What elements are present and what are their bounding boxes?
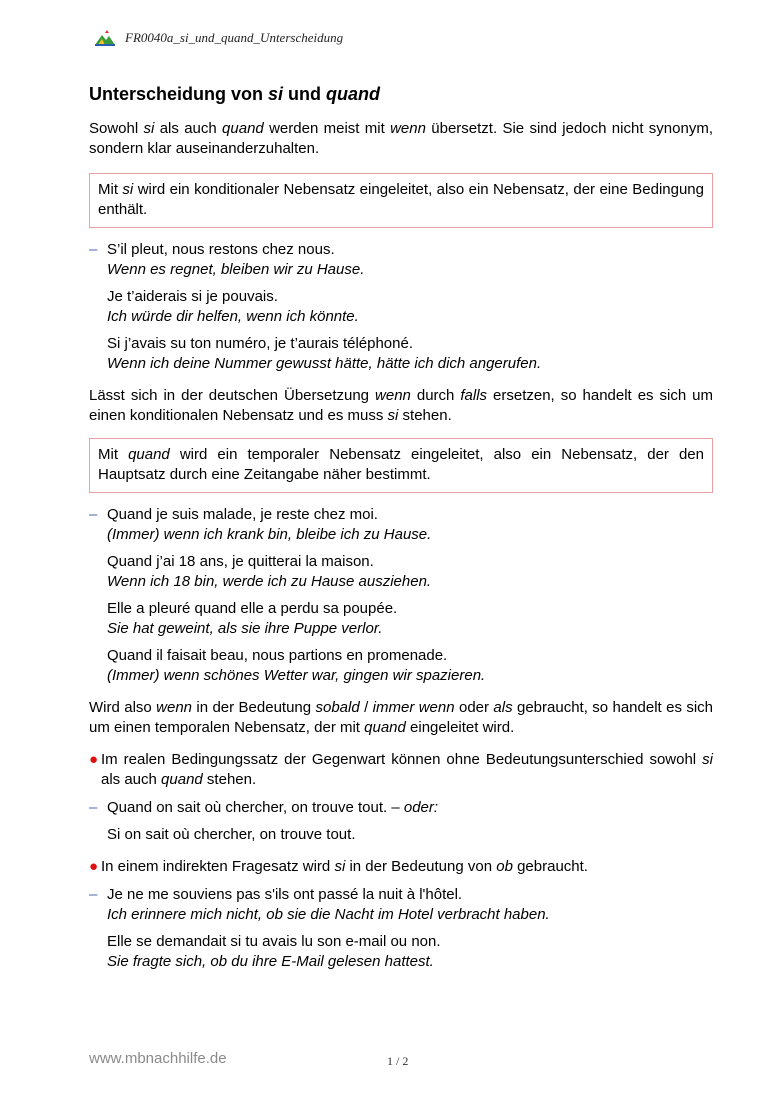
french-sentence: S’il pleut, nous restons chez nous. xyxy=(107,241,335,258)
example-item xyxy=(89,552,713,592)
dash-marker: – xyxy=(89,506,98,523)
example-item xyxy=(89,798,713,818)
bullet-dot-icon: ● xyxy=(89,858,99,875)
french-sentence: Si j’avais su ton numéro, je t’aurais téléphoné. xyxy=(107,335,414,352)
mountain-logo-icon xyxy=(95,30,115,46)
french-sentence: Je t’aiderais si je pouvais. xyxy=(107,288,278,305)
french-sentence: Quand j’ai 18 ans, je quitterai la maison. xyxy=(107,553,374,570)
dash-marker: – xyxy=(89,886,98,903)
german-translation: Ich würde dir helfen, wenn ich könnte. xyxy=(107,308,359,325)
german-translation: Sie fragte sich, ob du ihre E-Mail gelesen hattest. xyxy=(107,953,434,970)
german-translation: Wenn ich 18 bin, werde ich zu Hause ausziehen. xyxy=(107,573,432,590)
example-list-quand xyxy=(89,505,713,686)
bullet-real-condition: ● Im realen Bedingungssatz der Gegenwart können ohne Bedeutungsunterschied sowohl si als auch quand stehen. xyxy=(89,751,713,788)
example-item xyxy=(89,825,713,845)
example-list-real xyxy=(89,798,713,845)
example-item xyxy=(89,240,713,280)
french-sentence: Quand il faisait beau, nous partions en promenade. xyxy=(107,647,448,664)
german-translation: (Immer) wenn ich krank bin, bleibe ich zu Hause. xyxy=(107,526,432,543)
page-header xyxy=(95,30,343,46)
german-translation: Wenn es regnet, bleiben wir zu Hause. xyxy=(107,261,365,278)
example-item xyxy=(89,334,713,374)
bullet-dot-icon: ● xyxy=(89,751,99,768)
french-sentence: Elle a pleuré quand elle a perdu sa poupée. xyxy=(107,600,398,617)
dash-marker: – xyxy=(89,241,98,258)
rule-box-quand: Mit quand wird ein temporaler Nebensatz eingeleitet, also ein Nebensatz, der den Hauptsatz durch eine Zeitangabe näher bestimmt. xyxy=(89,438,713,493)
french-sentence: Je ne me souviens pas s'ils ont passé la nuit à l'hôtel. xyxy=(107,886,463,903)
falls-paragraph: Lässt sich in der deutschen Übersetzung wenn durch falls ersetzen, so handelt es sich um einen konditionalen Nebensatz und es muss si stehen. xyxy=(89,387,714,424)
example-item xyxy=(89,599,713,639)
german-translation: Wenn ich deine Nummer gewusst hätte, hätte ich dich angerufen. xyxy=(107,355,542,372)
intro-paragraph: Sowohl si als auch quand werden meist mit wenn übersetzt. Sie sind jedoch nicht synonym, sondern klar auseinanderzuhalten. xyxy=(89,120,713,157)
french-sentence: Quand je suis malade, je reste chez moi. xyxy=(107,506,378,523)
example-item xyxy=(89,646,713,686)
footer-website-link[interactable]: www.mbnachhilfe.de xyxy=(89,1050,227,1067)
example-item xyxy=(89,932,713,972)
dash-marker: – xyxy=(89,799,98,816)
french-sentence: Elle se demandait si tu avais lu son e-mail ou non. xyxy=(107,933,441,950)
example-list-ob xyxy=(89,885,713,972)
document-filename: FR0040a_si_und_quand_Unterscheidung xyxy=(125,30,344,45)
bullet-indirect-question: ● In einem indirekten Fragesatz wird si in der Bedeutung von ob gebraucht. xyxy=(89,858,588,875)
document-body xyxy=(89,84,713,984)
example-list-si xyxy=(89,240,713,374)
french-sentence: Quand on sait où chercher, on trouve tout. – oder: xyxy=(107,799,439,816)
temporal-paragraph: Wird also wenn in der Bedeutung sobald / immer wenn oder als gebraucht, so handelt es sich um einen temporalen Nebensatz, der mit quand eingeleitet wird. xyxy=(89,699,714,736)
example-item xyxy=(89,505,713,545)
example-item xyxy=(89,287,713,327)
page-title: Unterscheidung von si und quand xyxy=(89,84,381,104)
french-sentence: Si on sait où chercher, on trouve tout. xyxy=(107,826,356,843)
page-number: 1 / 2 xyxy=(387,1054,409,1068)
german-translation: (Immer) wenn schönes Wetter war, gingen wir spazieren. xyxy=(107,667,486,684)
rule-box-si: Mit si wird ein konditionaler Nebensatz eingeleitet, also ein Nebensatz, der eine Bedingung enthält. xyxy=(89,173,713,228)
example-item xyxy=(89,885,713,925)
german-translation: Ich erinnere mich nicht, ob sie die Nacht im Hotel verbracht haben. xyxy=(107,906,550,923)
german-translation: Sie hat geweint, als sie ihre Puppe verlor. xyxy=(107,620,383,637)
